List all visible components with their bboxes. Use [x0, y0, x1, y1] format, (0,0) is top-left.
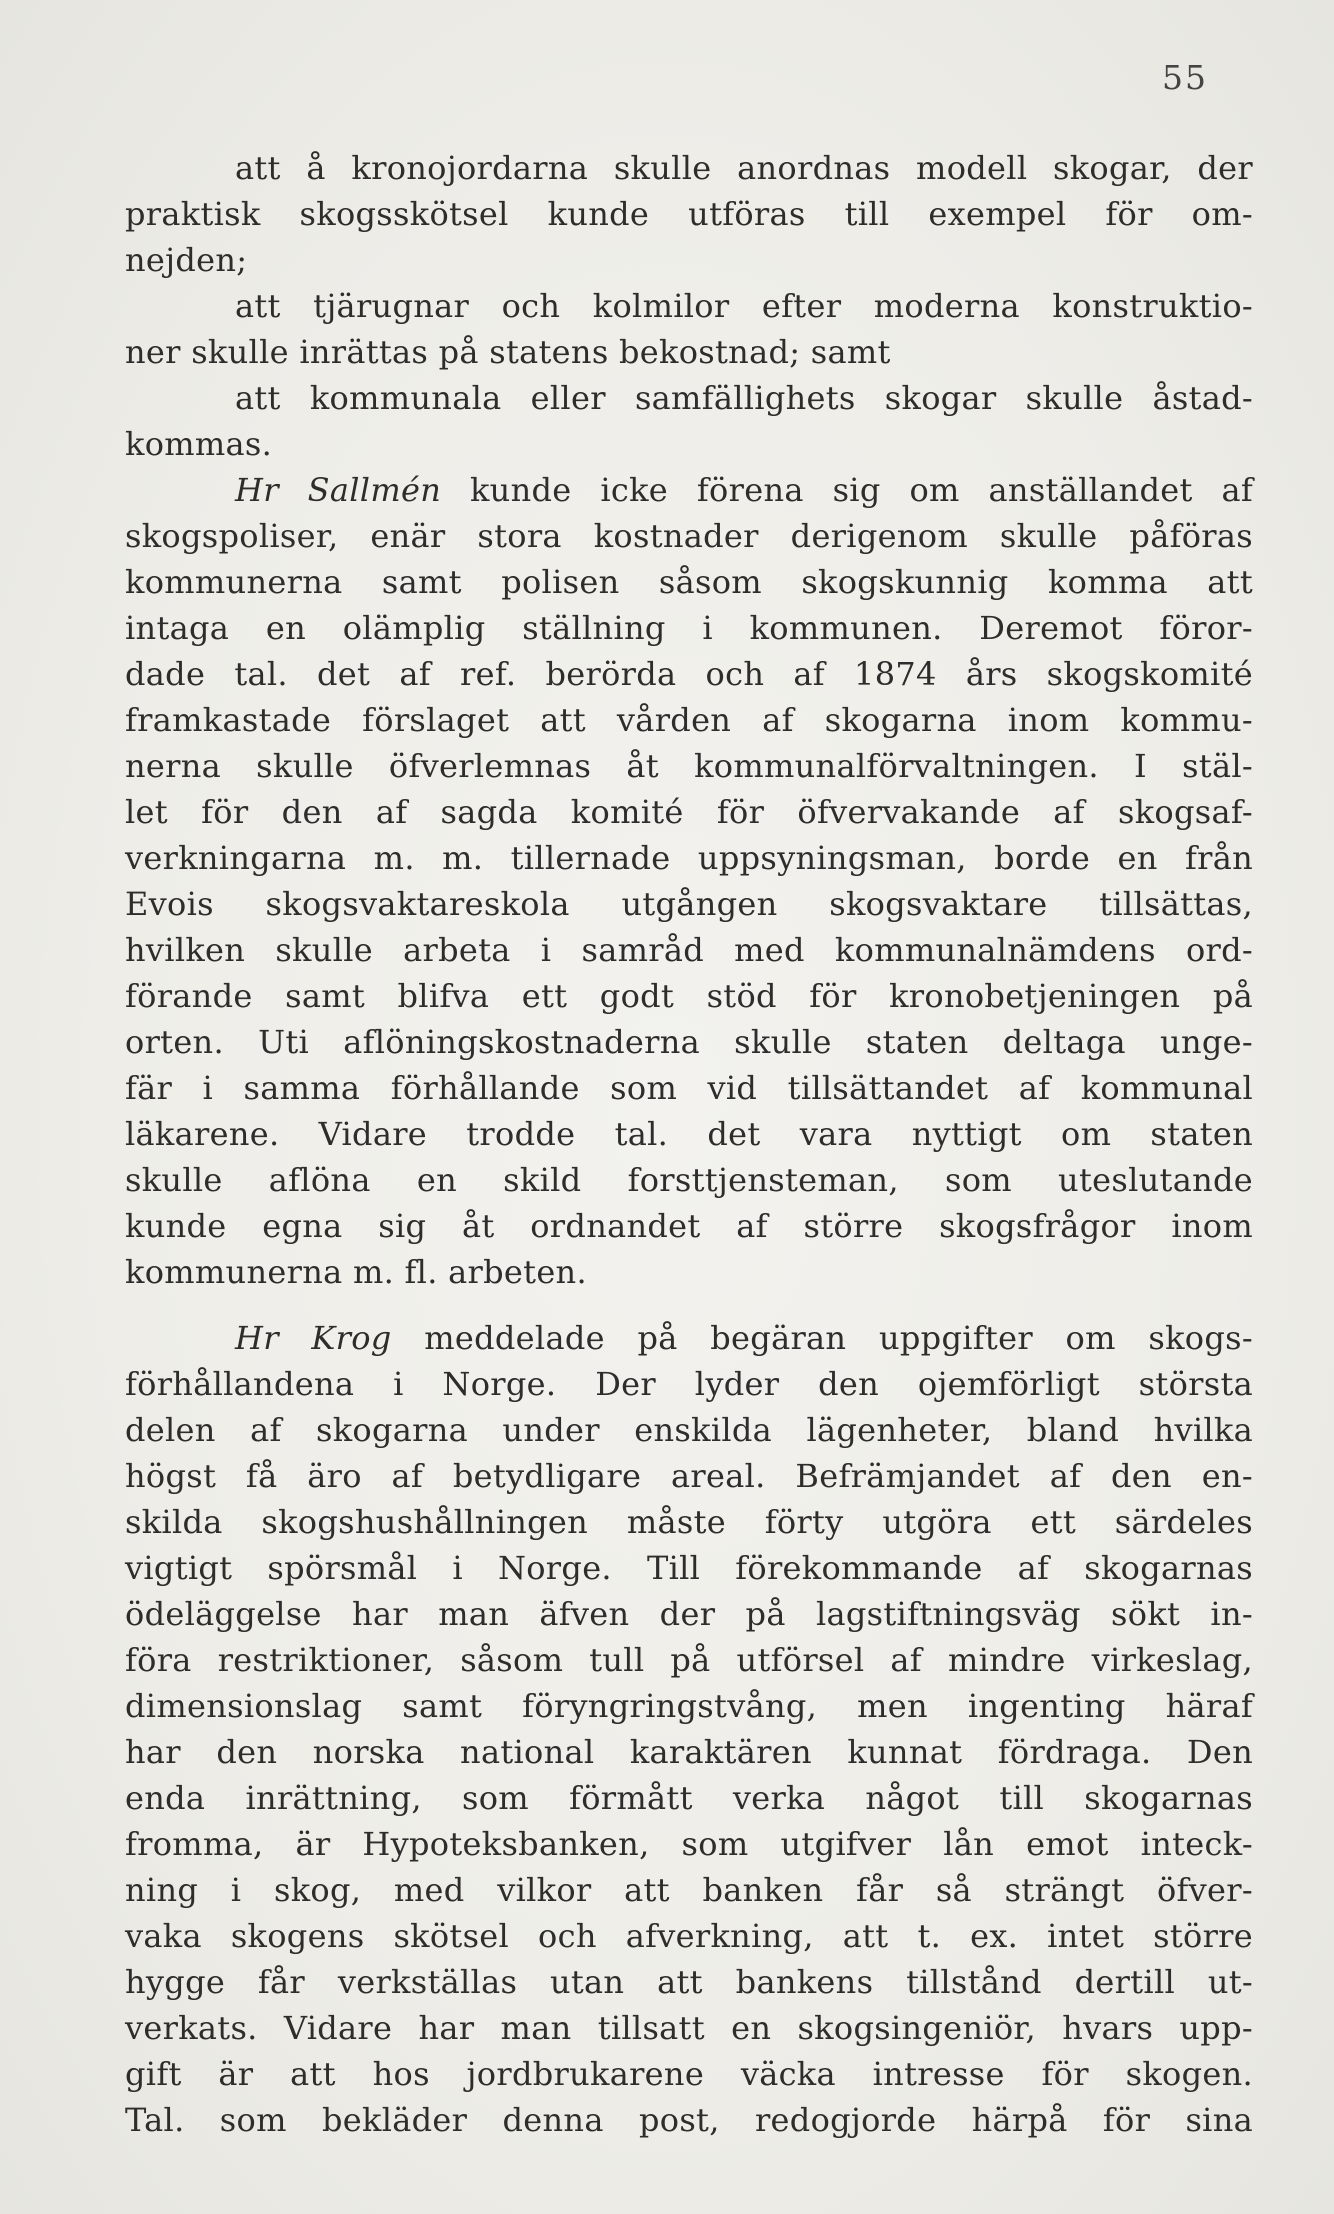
- text-line: hygge får verkställas utan att bankens tillstånd dertill ut-: [125, 1963, 1253, 2001]
- text-run: meddelade på begäran uppgifter om skogs-: [391, 1319, 1253, 1357]
- text-line: let för den af sagda komité för öfvervakande af skogsaf-: [125, 793, 1253, 831]
- text-line: skulle aflöna en skild forsttjensteman, som uteslutande: [125, 1161, 1253, 1199]
- speaker-name: Hr Sallmén: [235, 471, 442, 509]
- text-line: orten. Uti aflöningskostnaderna skulle staten deltaga unge-: [125, 1023, 1253, 1061]
- text-line: ödeläggelse har man äfven der på lagstiftningsväg sökt in-: [125, 1595, 1253, 1633]
- text-line: läkarene. Vidare trodde tal. det vara nyttigt om staten: [125, 1115, 1253, 1153]
- text-line: hvilken skulle arbeta i samråd med kommunalnämdens ord-: [125, 931, 1253, 969]
- text-line: dade tal. det af ref. berörda och af 1874 års skogskomité: [125, 655, 1253, 693]
- text-line: skilda skogshushållningen måste förty utgöra ett särdeles: [125, 1503, 1253, 1541]
- paragraph-opening-line: [125, 467, 1253, 513]
- text-line: praktisk skogsskötsel kunde utföras till exempel för om-: [125, 195, 1253, 233]
- speaker-name: Hr Krog: [235, 1319, 392, 1357]
- text-line: gift är att hos jordbrukarene väcka intresse för skogen.: [125, 2055, 1253, 2093]
- text-line: att å kronojordarna skulle anordnas modell skogar, der: [235, 149, 1253, 187]
- text-line: fromma, är Hypoteksbanken, som utgifver lån emot inteck-: [125, 1825, 1253, 1863]
- page-number: 55: [1162, 58, 1208, 97]
- text-line: kunde egna sig åt ordnandet af större skogsfrågor inom: [125, 1207, 1253, 1245]
- text-line: föra restriktioner, såsom tull på utförsel af mindre virkeslag,: [125, 1641, 1253, 1679]
- text-line: ner skulle inrättas på statens bekostnad; samt: [125, 333, 891, 371]
- text-line: Tal. som bekläder denna post, redogjorde härpå för sina: [125, 2101, 1253, 2139]
- text-line: kommas.: [125, 425, 273, 463]
- text-line: ning i skog, med vilkor att banken får så strängt öfver-: [125, 1871, 1253, 1909]
- text-line: dimensionslag samt föryngringstvång, men ingenting häraf: [125, 1687, 1253, 1725]
- text-line: nerna skulle öfverlemnas åt kommunalförvaltningen. I stäl-: [125, 747, 1253, 785]
- text-line: nejden;: [125, 241, 248, 279]
- text-line: förande samt blifva ett godt stöd för kronobetjeningen på: [125, 977, 1253, 1015]
- text-line: kommunerna samt polisen såsom skogskunnig komma att: [125, 563, 1253, 601]
- text-line: intaga en olämplig ställning i kommunen. Deremot föror-: [125, 609, 1253, 647]
- text-line: skogspoliser, enär stora kostnader derigenom skulle påföras: [125, 517, 1253, 555]
- text-line: vaka skogens skötsel och afverkning, att t. ex. intet större: [125, 1917, 1253, 1955]
- text-run: kunde icke förena sig om anställandet af: [441, 471, 1253, 509]
- text-line: kommunerna m. fl. arbeten.: [125, 1253, 587, 1291]
- text-line: verkats. Vidare har man tillsatt en skogsingeniör, hvars upp-: [125, 2009, 1253, 2047]
- text-line: förhållandena i Norge. Der lyder den ojemförligt största: [125, 1365, 1253, 1403]
- text-line: vigtigt spörsmål i Norge. Till förekommande af skogarnas: [125, 1549, 1253, 1587]
- text-line: Evois skogsvaktareskola utgången skogsvaktare tillsättas,: [125, 885, 1253, 923]
- text-line: enda inrättning, som förmått verka något till skogarnas: [125, 1779, 1253, 1817]
- text-line: framkastade förslaget att vården af skogarna inom kommu-: [125, 701, 1253, 739]
- body-text: [125, 145, 1253, 2143]
- paragraph-opening-line: [125, 1315, 1253, 1361]
- text-line: delen af skogarna under enskilda lägenheter, bland hvilka: [125, 1411, 1253, 1449]
- text-line: har den norska national karaktären kunnat fördraga. Den: [125, 1733, 1253, 1771]
- text-line: verkningarna m. m. tillernade uppsyningsman, borde en från: [125, 839, 1253, 877]
- text-line: att tjärugnar och kolmilor efter moderna konstruktio-: [235, 287, 1253, 325]
- text-line: fär i samma förhållande som vid tillsättandet af kommunal: [125, 1069, 1253, 1107]
- text-line: att kommunala eller samfällighets skogar skulle åstad-: [235, 379, 1253, 417]
- text-line: högst få äro af betydligare areal. Befrämjandet af den en-: [125, 1457, 1253, 1495]
